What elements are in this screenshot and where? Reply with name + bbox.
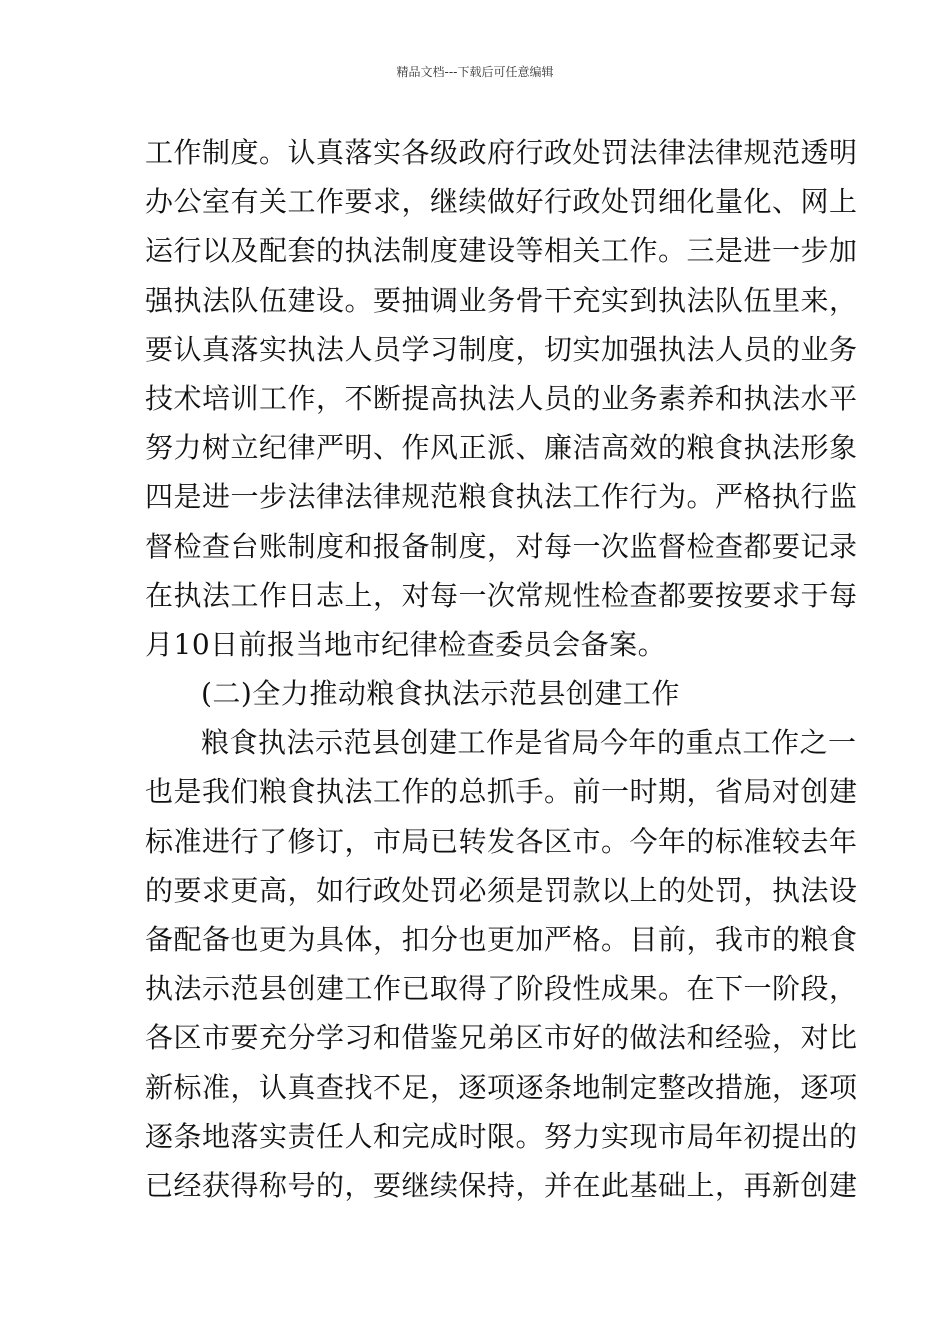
- paragraph-first-line: 粮食执法示范县创建工作是省局今年的重点工作之一: [201, 726, 857, 760]
- text-line: 办公室有关工作要求，继续做好行政处罚细化量化、网上: [145, 185, 858, 219]
- text-line: 的要求更高，如行政处罚必须是罚款以上的处罚，执法设: [145, 873, 858, 907]
- text-line: 执法示范县创建工作已取得了阶段性成果。在下一阶段，: [145, 972, 858, 1006]
- text-line: 要认真落实执法人员学习制度，切实加强执法人员的业务: [145, 332, 858, 366]
- text-line: 运行以及配套的执法制度建设等相关工作。三是进一步加: [145, 234, 858, 268]
- text-line: 也是我们粮食执法工作的总抓手。前一时期，省局对创建: [145, 775, 858, 809]
- text-line: 备配备也更为具体，扣分也更加严格。目前，我市的粮食: [145, 923, 858, 956]
- text-line: 四是进一步法律法律规范粮食执法工作行为。严格执行监: [145, 480, 858, 514]
- section-heading: (二)全力推动粮食执法示范县创建工作: [201, 677, 680, 711]
- text-line: 强执法队伍建设。要抽调业务骨干充实到执法队伍里来，: [145, 283, 858, 317]
- body-text: [145, 128, 858, 1210]
- text-line: 逐条地落实责任人和完成时限。努力实现市局年初提出的: [145, 1119, 858, 1153]
- text-line: 各区市要充分学习和借鉴兄弟区市好的做法和经验，对比: [145, 1021, 858, 1055]
- text-line: 工作制度。认真落实各级政府行政处罚法律法律规范透明: [145, 136, 858, 169]
- text-line: 已经获得称号的，要继续保持，并在此基础上，再新创建: [145, 1168, 858, 1202]
- text-line: 标准进行了修订，市局已转发各区市。今年的标准较去年: [145, 824, 858, 858]
- text-line: 在执法工作日志上，对每一次常规性检查都要按要求于每: [145, 578, 858, 612]
- text-line: 月10日前报当地市纪律检查委员会备案。: [145, 627, 667, 661]
- text-line: 技术培训工作，不断提高执法人员的业务素养和执法水平: [145, 381, 858, 415]
- text-line: 新标准，认真查找不足，逐项逐条地制定整改措施，逐项: [145, 1070, 858, 1104]
- text-line: 努力树立纪律严明、作风正派、廉洁高效的粮食执法形象: [145, 431, 858, 465]
- page-header: 精品文档---下载后可任意编辑: [396, 65, 554, 79]
- text-line: 督检查台账制度和报备制度，对每一次监督检查都要记录: [145, 529, 858, 563]
